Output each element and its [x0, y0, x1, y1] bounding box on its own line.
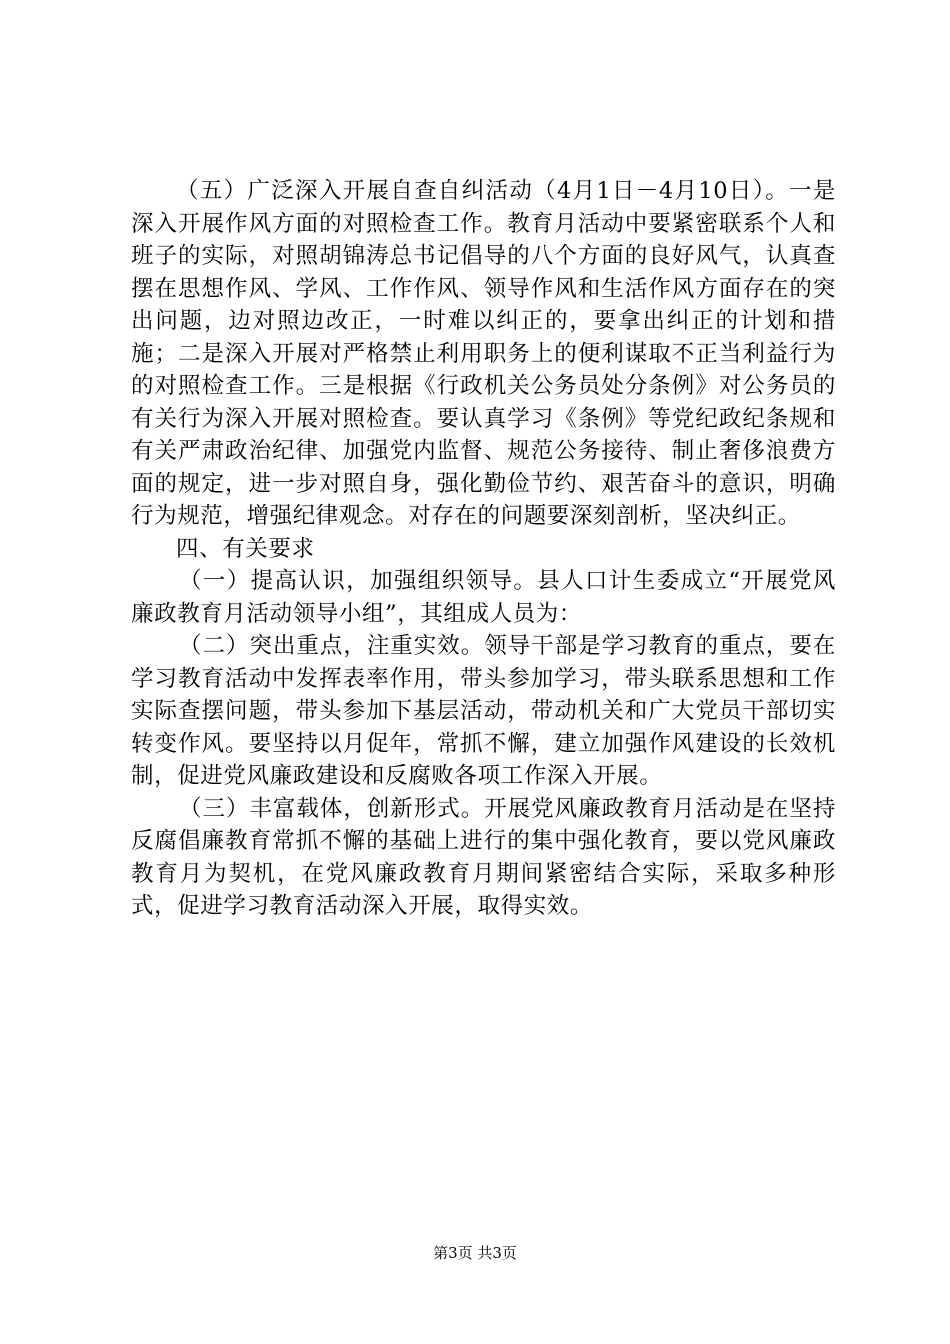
document-body — [131, 175, 836, 923]
section-heading-requirements: 四、有关要求 — [176, 535, 315, 562]
paragraph-requirement-3: （三）丰富载体，创新形式。开展党风廉政教育月活动是在坚持反腐倡廉教育常抓不懈的基础上进行的集中强化教育，要以党风廉政教育月为契机，在党风廉政教育月期间紧密结合实际，采取多种形式，促进学习教育活动深入开展，取得实效。 — [131, 795, 836, 919]
page-number-footer: 第3页 共3页 — [433, 1244, 517, 1262]
paragraph-requirement-1: （一）提高认识，加强组织领导。县人口计生委成立“开展党风廉政教育月活动领导小组”，其组成人员为： — [131, 568, 836, 627]
paragraph-self-inspection: （五）广泛深入开展自查自纠活动（4月1日－4月10日）。一是深入开展作风方面的对照检查工作。教育月活动中要紧密联系个人和班子的实际，对照胡锦涛总书记倡导的八个方面的良好风气，认真查摆在思想作风、学风、工作作风、领导作风和生活作风方面存在的突出问题，边对照边改正，一时难以纠正的，要拿出纠正的计划和措施；二是深入开展对严格禁止利用职务上的便利谋取不正当利益行为的对照检查工作。三是根据《行政机关公务员处分条例》对公务员的有关行为深入开展对照检查。要认真学习《条例》等党纪政纪条规和有关严肃政治纪律、加强党内监督、规范公务接待、制止奢侈浪费方面的规定，进一步对照自身，强化勤俭节约、艰苦奋斗的意识，明确行为规范，增强纪律观念。对存在的问题要深刻剖析，坚决纠正。 — [131, 178, 836, 529]
paragraph-requirement-2: （二）突出重点，注重实效。领导干部是学习教育的重点，要在学习教育活动中发挥表率作用，带头参加学习，带头联系思想和工作实际查摆问题，带头参加下基层活动，带动机关和广大党员干部切实转变作风。要坚持以月促年，常抓不懈，建立加强作风建设的长效机制，促进党风廉政建设和反腐败各项工作深入开展。 — [131, 633, 836, 789]
